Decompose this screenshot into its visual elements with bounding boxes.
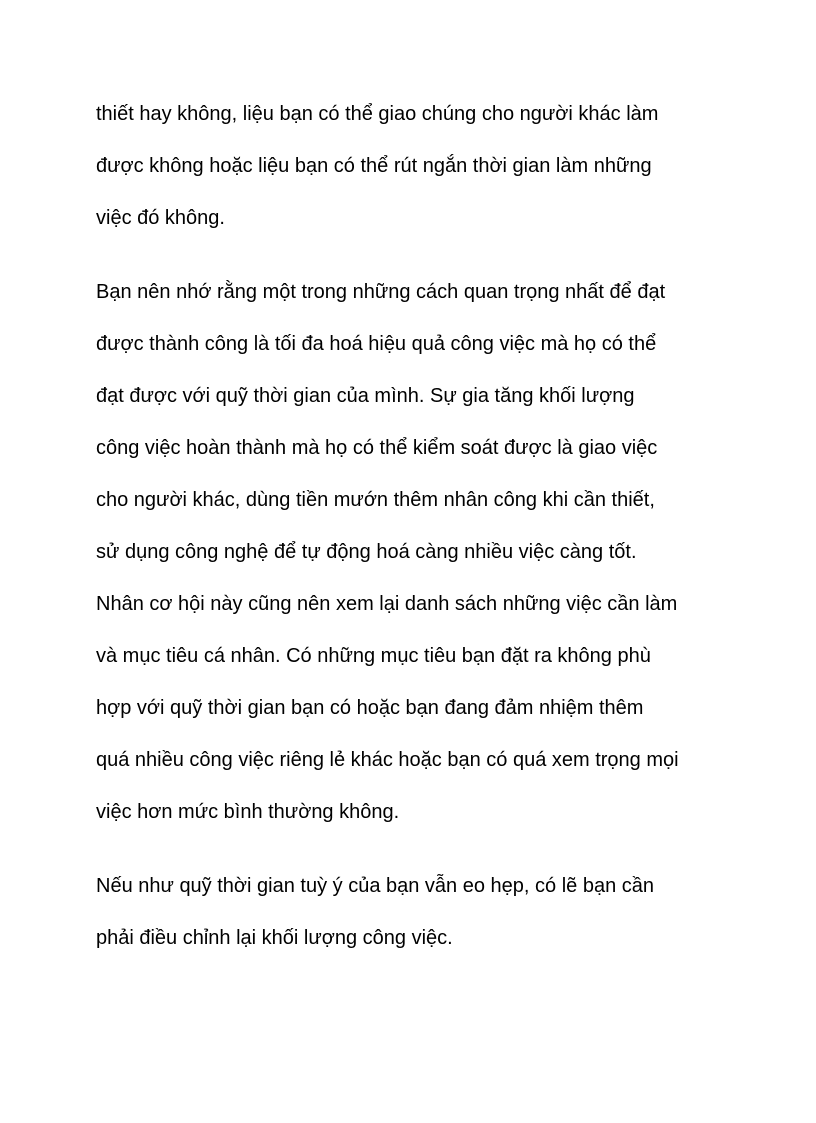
- paragraph-line: Bạn nên nhớ rằng một trong những cách quan trọng nhất để đạt: [96, 281, 666, 303]
- paragraph-2: [96, 280, 736, 852]
- paragraph-line: hợp với quỹ thời gian bạn có hoặc bạn đang đảm nhiệm thêm: [96, 697, 644, 719]
- paragraph-line: quá nhiều công việc riêng lẻ khác hoặc bạn có quá xem trọng mọi: [96, 749, 679, 771]
- paragraph-line: công việc hoàn thành mà họ có thể kiểm soát được là giao việc: [96, 437, 658, 459]
- paragraph-line: cho người khác, dùng tiền mướn thêm nhân công khi cần thiết,: [96, 489, 655, 511]
- paragraph-line: Nhân cơ hội này cũng nên xem lại danh sách những việc cần làm: [96, 593, 678, 615]
- paragraph-line: được thành công là tối đa hoá hiệu quả công việc mà họ có thể: [96, 333, 657, 355]
- paragraph-3: [96, 874, 736, 978]
- paragraph-line: đạt được với quỹ thời gian của mình. Sự gia tăng khối lượng: [96, 385, 635, 407]
- paragraph-line: được không hoặc liệu bạn có thể rút ngắn thời gian làm những: [96, 155, 652, 177]
- paragraph-1: [96, 102, 736, 258]
- paragraph-line: sử dụng công nghệ để tự động hoá càng nhiều việc càng tốt.: [96, 541, 637, 563]
- paragraph-line: thiết hay không, liệu bạn có thể giao chúng cho người khác làm: [96, 103, 659, 125]
- paragraph-line: việc hơn mức bình thường không.: [96, 801, 400, 823]
- paragraph-line: và mục tiêu cá nhân. Có những mục tiêu bạn đặt ra không phù: [96, 645, 651, 667]
- paragraph-line: Nếu như quỹ thời gian tuỳ ý của bạn vẫn eo hẹp, có lẽ bạn cần: [96, 875, 654, 897]
- paragraph-line: phải điều chỉnh lại khối lượng công việc.: [96, 927, 453, 949]
- paragraph-line: việc đó không.: [96, 207, 225, 229]
